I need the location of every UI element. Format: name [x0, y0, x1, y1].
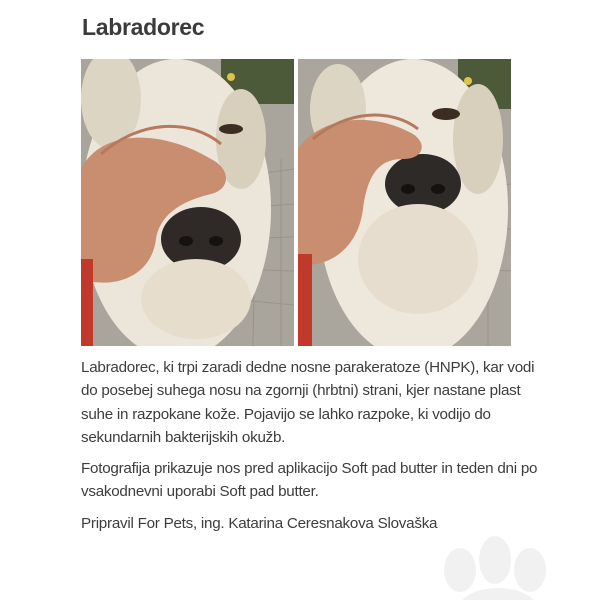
description-paragraph: Labradorec, ki trpi zaradi dedne nosne parakeratoze (HNPK), kar vodi do posebej suhega nosu na zgornji (hrbtni) strani, kjer nastane plast suhe in razpokane kože. Pojavijo se lahko razpoke, ki vodijo do sekundarnih bakterijskih okužb. [81, 359, 535, 446]
author-credit: Pripravil For Pets, ing. Katarina Ceresnakova Slovaška [81, 514, 438, 532]
page-title: Labradorec [82, 14, 205, 40]
paw-watermark-icon [420, 530, 600, 600]
photo-caption-paragraph: Fotografija prikazuje nos pred aplikacijo Soft pad butter in teden dni po vsakodnevni uporabi Soft pad butter. [81, 460, 538, 501]
photo-comparison [81, 59, 511, 346]
description-text [81, 356, 541, 543]
dog-nose-after-image [298, 59, 511, 346]
dog-nose-before-image [81, 59, 294, 346]
